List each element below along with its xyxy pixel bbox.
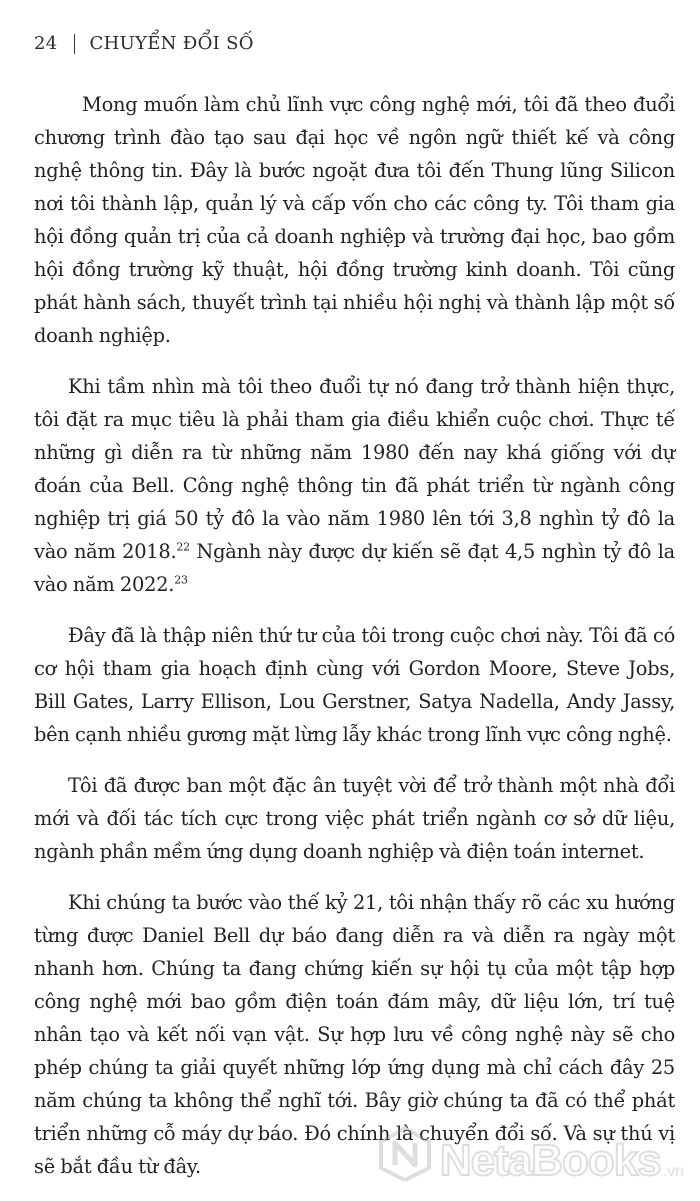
paragraph-4: Tôi đã được ban một đặc ân tuyệt vời để trở thành một nhà đổi mới và đối tác tích cực trong việc phát triển ngành cơ sở dữ liệu, ngành phần mềm ứng dụng doanh nghiệp và điện toán internet.: [34, 774, 675, 863]
header-divider: [74, 34, 75, 54]
running-header: [34, 33, 254, 54]
paragraph-2-part-a: Khi tầm nhìn mà tôi theo đuổi tự nó đang trở thành hiện thực, tôi đặt ra mục tiêu là phải tham gia điều khiển cuộc chơi. Thực tế những gì diễn ra từ những năm 1980 đến nay khá giống với dự đoán của Bell. Công nghệ thông tin đã phát triển từ ngành công nghiệp trị giá 50 tỷ đô la vào năm 1980 lên tới 3,8 nghìn tỷ đô la vào năm 2018.: [34, 375, 675, 563]
footnote-ref-23[interactable]: 23: [174, 573, 188, 587]
netabooks-watermark: [376, 1125, 684, 1185]
paragraph-3: Đây đã là thập niên thứ tư của tôi trong cuộc chơi này. Tôi đã có cơ hội tham gia hoạch định cùng với Gordon Moore, Steve Jobs, Bill Gates, Larry Ellison, Lou Gerstner, Satya Nadella, Andy Jassy, bên cạnh nhiều gương mặt lừng lẫy khác trong lĩnh vực công nghệ.: [34, 624, 675, 746]
watermark-suffix: .vn: [662, 1163, 684, 1180]
paragraph-2: [34, 370, 675, 601]
paragraph-2-part-b: Ngành này được dự kiến sẽ đạt 4,5 nghìn tỷ đô la vào năm 2022.: [34, 540, 675, 596]
footnote-ref-22[interactable]: 22: [176, 540, 190, 554]
page-number: 24: [34, 33, 58, 54]
netabooks-logo-icon: [376, 1125, 440, 1185]
chapter-title: CHUYỂN ĐỔI SỐ: [89, 33, 254, 54]
paragraph-1: Mong muốn làm chủ lĩnh vực công nghệ mới, tôi đã theo đuổi chương trình đào tạo sau đại học về ngôn ngữ thiết kế và công nghệ thông tin. Đây là bước ngoặt đưa tôi đến Thung lũng Silicon nơi tôi thành lập, quản lý và cấp vốn cho các công ty. Tôi tham gia hội đồng quản trị của cả doanh nghiệp và trường đại học, bao gồm hội đồng trường kỹ thuật, hội đồng trường kinh doanh. Tôi cũng phát hành sách, thuyết trình tại nhiều hội nghị và thành lập một số doanh nghiệp.: [34, 93, 675, 347]
paragraph-5: Khi chúng ta bước vào thế kỷ 21, tôi nhận thấy rõ các xu hướng từng được Daniel Bell dự báo đang diễn ra và diễn ra ngày một nhanh hơn. Chúng ta đang chứng kiến sự hội tụ của một tập hợp công nghệ mới bao gồm điện toán đám mây, dữ liệu lớn, trí tuệ nhân tạo và kết nối vạn vật. Sự hợp lưu về công nghệ này sẽ cho phép chúng ta giải quyết những lớp ứng dụng mà chỉ cách đây 25 năm chúng ta không thể nghĩ tới. Bây giờ chúng ta đã có thể phát triển những cỗ máy dự báo. Đó chính là chuyển đổi số. Và sự thú vị sẽ bắt đầu từ đây.: [34, 891, 675, 1178]
watermark-brand: NetaBooks: [439, 1136, 661, 1185]
page-body: [34, 88, 675, 1201]
